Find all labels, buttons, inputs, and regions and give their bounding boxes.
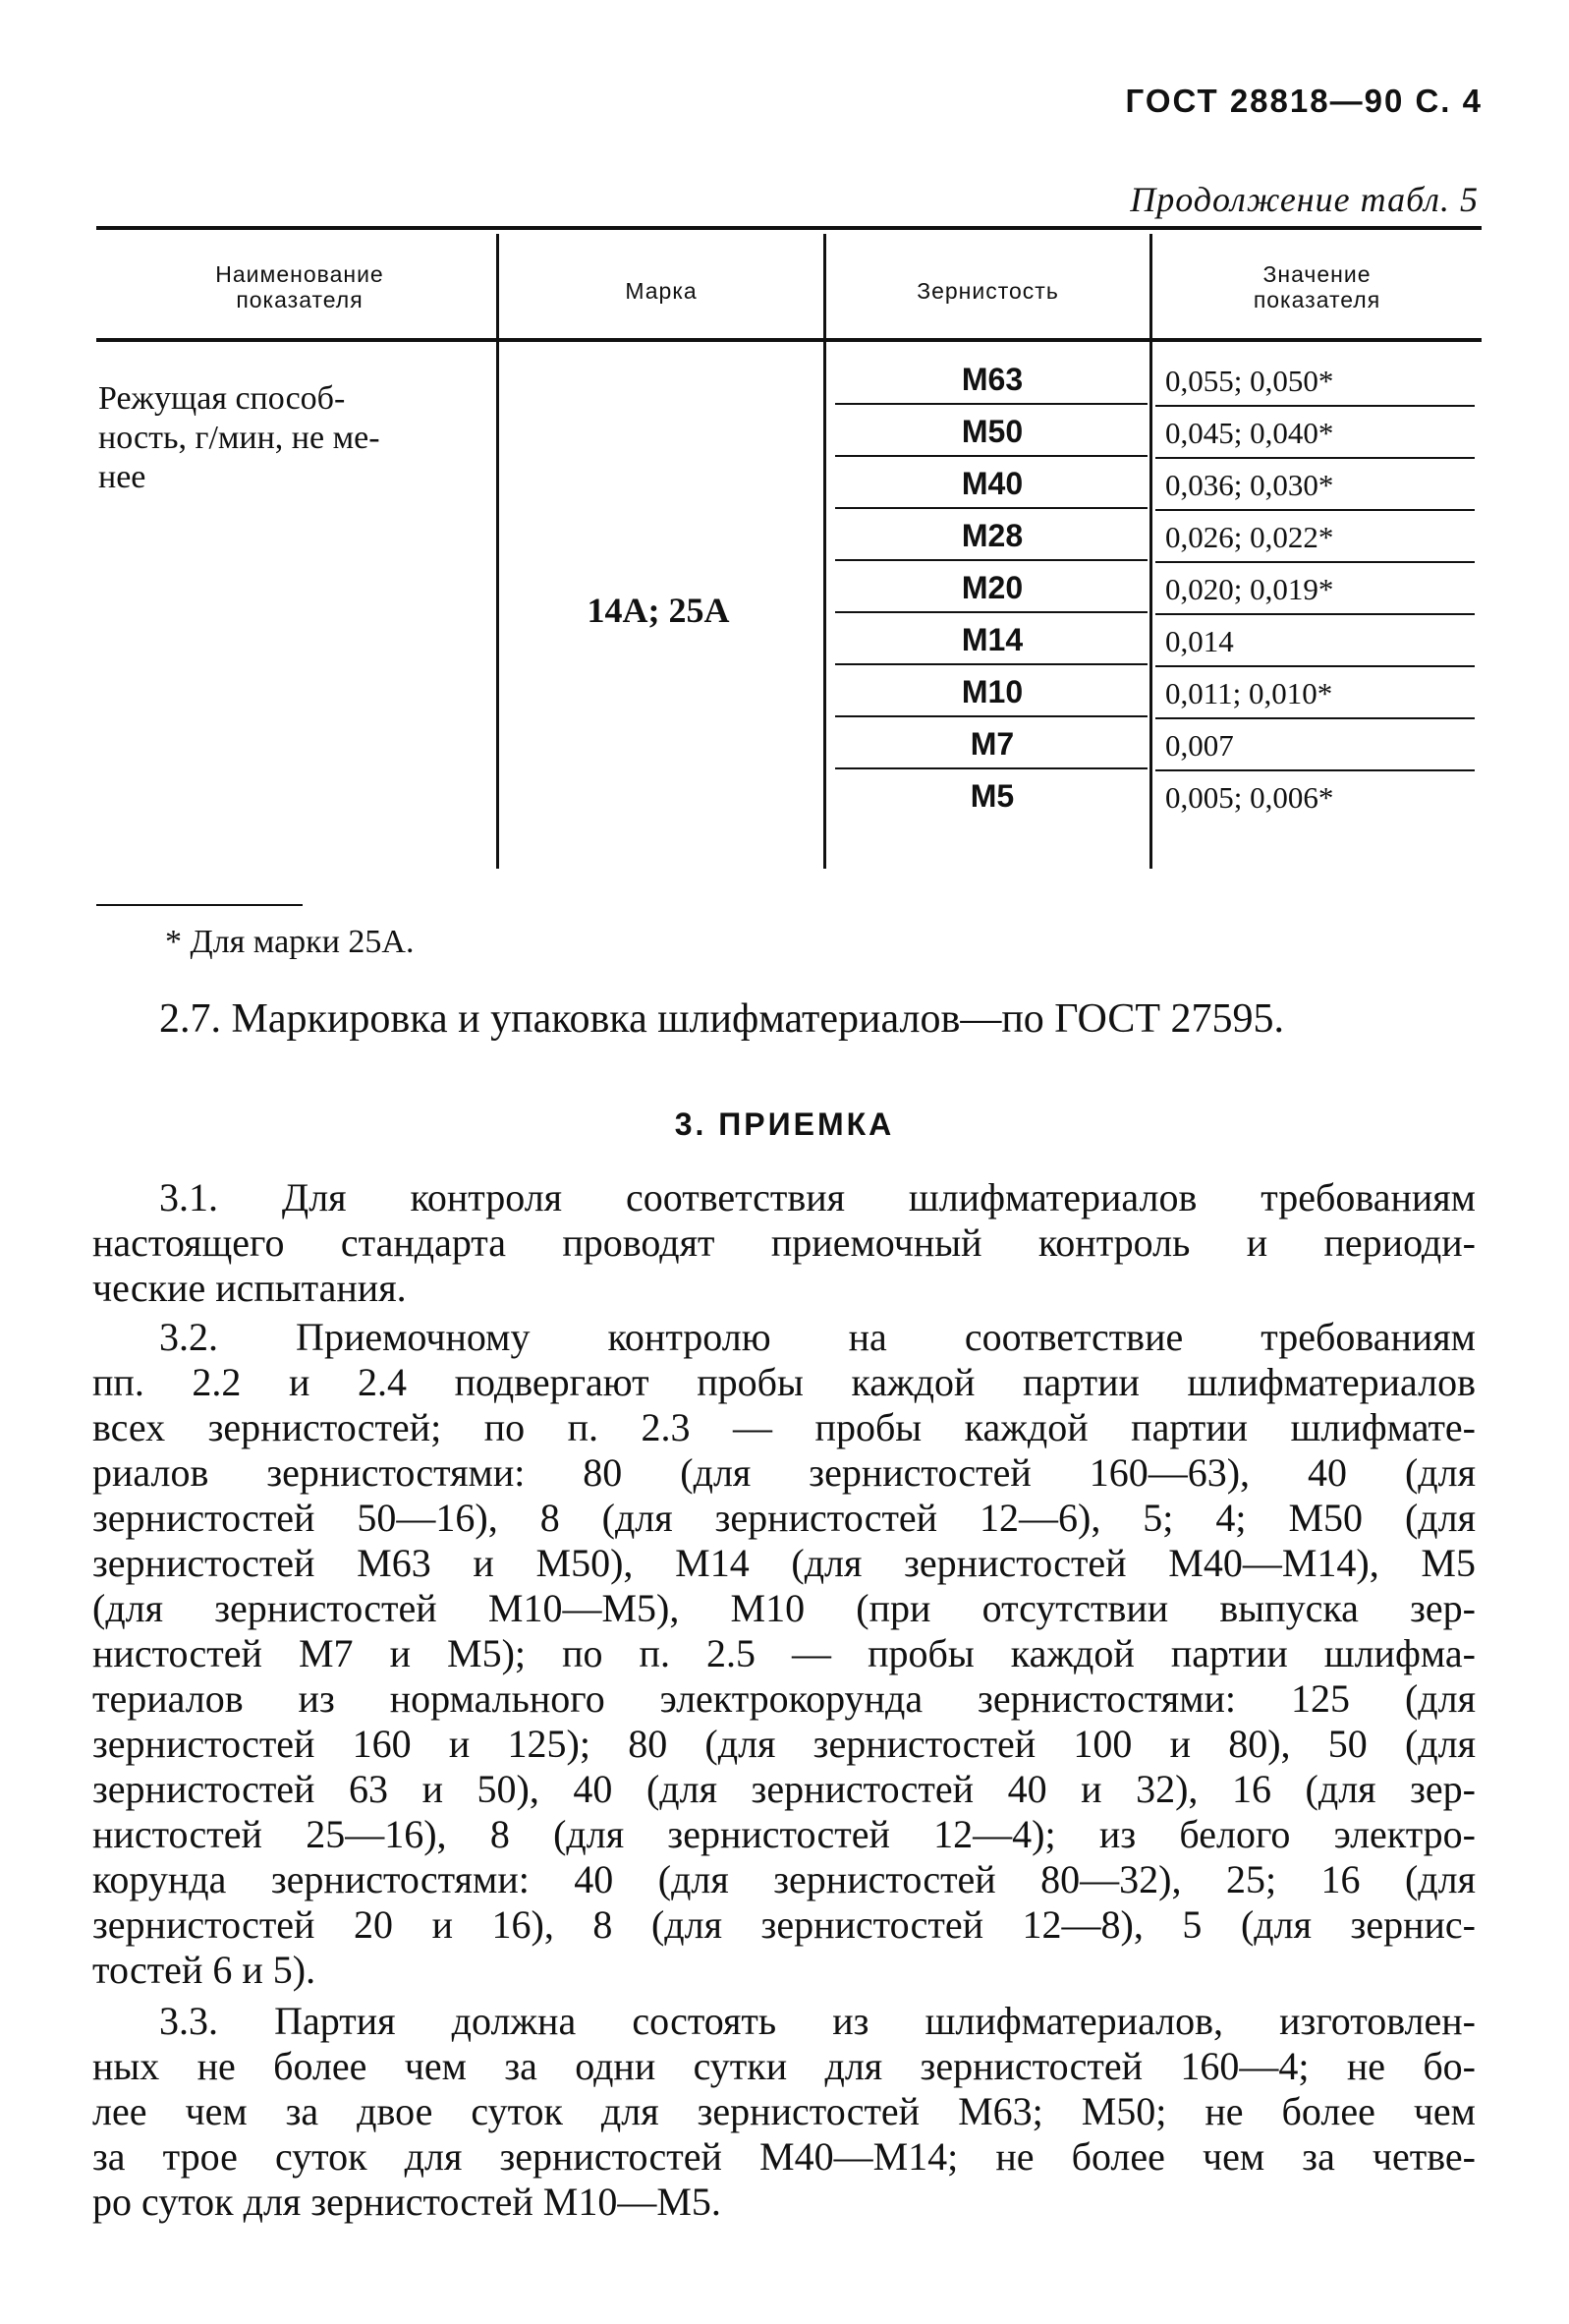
grit-cell: М10 [961,674,1024,709]
column-divider [1149,234,1152,869]
grit-cell: М28 [961,518,1024,553]
value-cell: 0,026; 0,022* [1165,520,1334,554]
value-cell: 0,007 [1165,728,1234,763]
table-continuation-label: Продолжение табл. 5 [1130,180,1479,219]
value-cell: 0,036; 0,030* [1165,468,1334,502]
footnote-rule [96,904,303,906]
indicator-name: Режущая способ- ность, г/мин, не ме- нее [98,380,380,495]
section-title: 3. ПРИЕМКА [674,1106,895,1142]
grit-cell: М63 [961,362,1024,397]
paragraph-3-2: 3.2. Приемочному контролю на соответствие требованиям пп. 2.2 и 2.4 подвергают пробы каждой партии шлифматериалов всех зернистостей; по п. 2.3 — пробы каждой партии шлифмате- риалов зернистостями: 80 (для зернистостей 160—63), 40 (для зернистостей 50—16), 8 (для зернистостей 12—6), 5; 4; М50 (для зернистостей М63 и М50), М14 (для зернистостей М40—М14), М5 (для зернистостей М10—М5), М10 (при отсутствии выпуска зер- нистостей М7 и М5); по п. 2.5 — пробы каждой партии шлифма- териалов из нормального электрокорунда зернистостями: 125 (для зернистостей 160 и 125); 80 (для зернистостей 100 и 80), 50 (для зернистостей 63 и 50), 40 (для зернистостей 40 и 32), 16 (для зер- нистостей 25—16), 8 (для зернистостей 12—4); из белого электро- корунда зернистостями: 40 (для зернистостей 80—32), 25; 16 (для зернистостей 20 и 16), 8 (для зернистостей 12—8), 5 (для зернис- тостей 6 и 5). [92,1315,1476,1992]
paragraph-3-3: 3.3. Партия должна состоять из шлифматериалов, изготовлен- ных не более чем за одни сутки для зернистостей 160—4; не бо- лее чем за двое суток для зернистостей М63; М50; не более чем за трое суток для зернистостей М40—М14; не более чем за четве- ро суток для зернистостей М10—М5. [92,1999,1476,2224]
footnote: * Для марки 25А. [165,924,415,960]
grit-cell: М50 [961,414,1024,449]
column-header-value: Значение показателя [1253,261,1381,312]
value-cell: 0,005; 0,006* [1165,780,1334,815]
document-header: ГОСТ 28818—90 С. 4 [1125,83,1483,119]
grit-cell: М20 [961,570,1024,605]
paragraph-2-7: 2.7. Маркировка и упаковка шлифматериалов—по ГОСТ 27595. [159,996,1285,1042]
column-header-grit: Зернистость [917,278,1059,304]
value-cell: 0,014 [1165,624,1234,658]
column-divider [823,234,826,869]
value-cell: 0,011; 0,010* [1165,676,1333,710]
marka-value: 14А; 25А [587,591,730,630]
value-cell: 0,045; 0,040* [1165,416,1334,450]
table-header-rule [96,338,1482,342]
grit-cell: М40 [961,466,1024,501]
column-divider [496,234,499,869]
grit-cell: М5 [970,778,1015,814]
grit-cell: М14 [961,622,1024,657]
grit-cell: М7 [970,726,1015,762]
value-cell: 0,020; 0,019* [1165,572,1334,606]
paragraph-3-1: 3.1. Для контроля соответствия шлифматериалов требованиям настоящего стандарта проводят приемочный контроль и периоди- ческие испытания. [92,1175,1476,1310]
column-header-marka: Марка [625,278,698,304]
table-top-rule [96,226,1482,230]
value-cell: 0,055; 0,050* [1165,364,1334,398]
column-header-name: Наименование показателя [215,261,384,312]
